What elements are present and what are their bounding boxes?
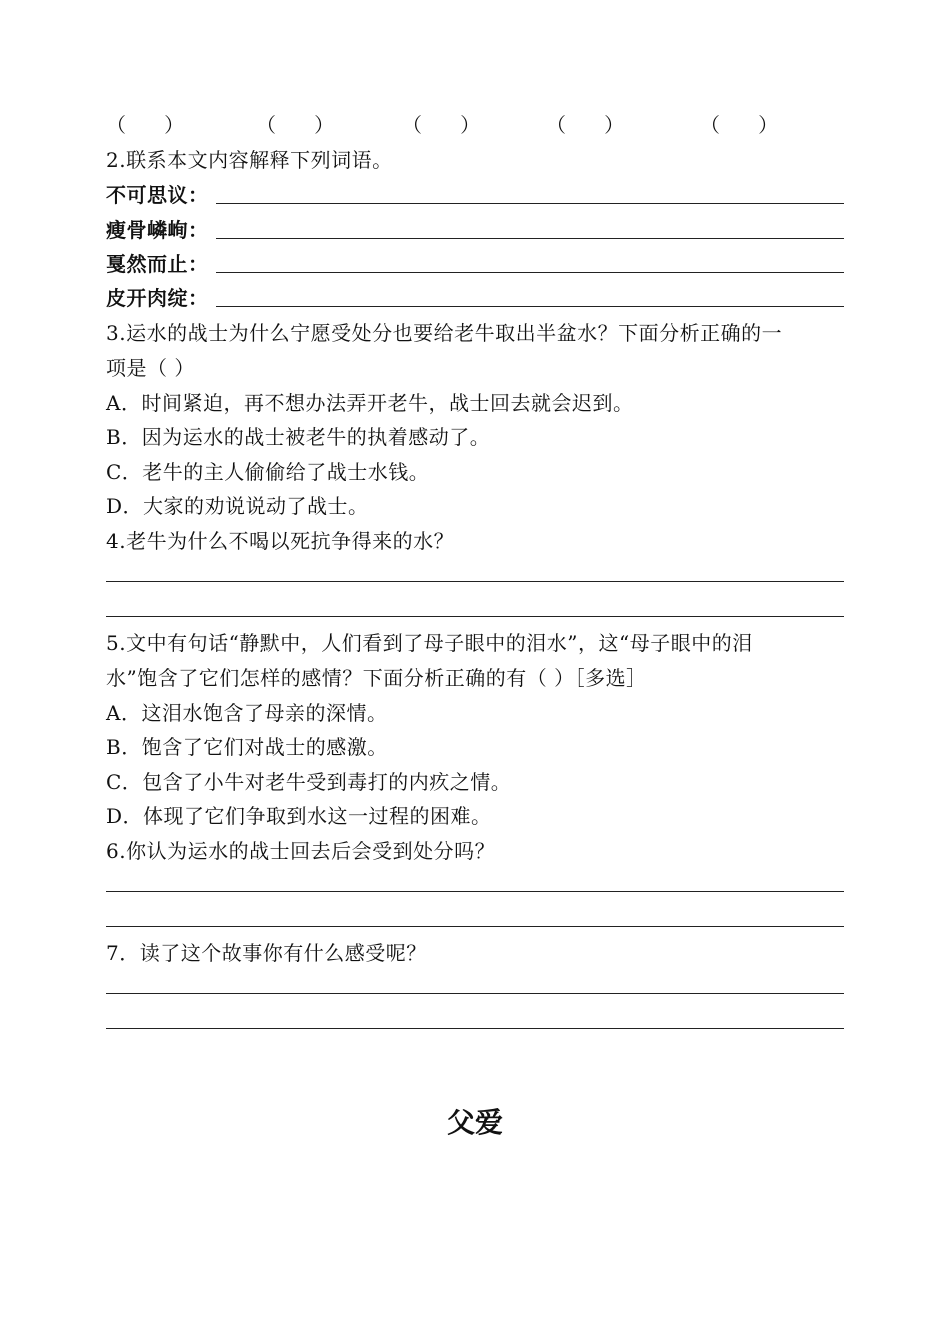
answer-line[interactable] bbox=[216, 272, 844, 273]
question-2-prompt: 2.联系本文内容解释下列词语。 bbox=[106, 148, 393, 172]
question-3-option-c[interactable]: C．老牛的主人偷偷给了战士水钱。 bbox=[106, 460, 430, 484]
question-5-option-a[interactable]: A．这泪水饱含了母亲的深情。 bbox=[106, 701, 388, 725]
blank-paren[interactable]: （ ） bbox=[106, 113, 185, 137]
question-3-prompt-cont: 项是（ ） bbox=[106, 356, 195, 380]
answer-line[interactable] bbox=[216, 203, 844, 204]
question-3-option-d[interactable]: D．大家的劝说说动了战士。 bbox=[106, 494, 369, 518]
answer-line[interactable] bbox=[106, 926, 844, 927]
term-label: 皮开肉绽： bbox=[106, 286, 209, 310]
question-5-prompt-cont: 水”饱含了它们怎样的感情？下面分析正确的有（ ）［多选］ bbox=[106, 666, 647, 690]
question-5-option-d[interactable]: D．体现了它们争取到水这一过程的困难。 bbox=[106, 804, 492, 828]
answer-line[interactable] bbox=[106, 616, 844, 617]
answer-line[interactable] bbox=[106, 993, 844, 994]
blank-paren[interactable]: （ ） bbox=[546, 113, 625, 137]
term-label: 不可思议： bbox=[106, 183, 209, 207]
question-3-option-a[interactable]: A．时间紧迫，再不想办法弄开老牛，战士回去就会迟到。 bbox=[106, 391, 634, 415]
question-3-option-b[interactable]: B．因为运水的战士被老牛的执着感动了。 bbox=[106, 425, 491, 449]
blank-paren[interactable]: （ ） bbox=[256, 113, 335, 137]
answer-line[interactable] bbox=[106, 891, 844, 892]
question-6-prompt: 6.你认为运水的战士回去后会受到处分吗？ bbox=[106, 839, 496, 863]
blank-paren[interactable]: （ ） bbox=[700, 113, 779, 137]
answer-line[interactable] bbox=[106, 581, 844, 582]
answer-line[interactable] bbox=[106, 1028, 844, 1029]
blank-paren[interactable]: （ ） bbox=[402, 113, 481, 137]
term-label: 戛然而止： bbox=[106, 252, 209, 276]
answer-line[interactable] bbox=[216, 238, 844, 239]
question-4-prompt: 4.老牛为什么不喝以死抗争得来的水？ bbox=[106, 529, 455, 553]
question-7-prompt: 7．读了这个故事你有什么感受呢？ bbox=[106, 941, 427, 965]
answer-line[interactable] bbox=[216, 306, 844, 307]
term-label: 瘦骨嶙峋： bbox=[106, 218, 209, 242]
question-5-option-b[interactable]: B．饱含了它们对战士的感激。 bbox=[106, 735, 388, 759]
section-title: 父爱 bbox=[446, 1106, 503, 1139]
question-5-prompt: 5.文中有句话“静默中，人们看到了母子眼中的泪水”，这“母子眼中的泪 bbox=[106, 631, 753, 655]
question-5-option-c[interactable]: C．包含了小牛对老牛受到毒打的内疚之情。 bbox=[106, 770, 512, 794]
question-3-prompt: 3.运水的战士为什么宁愿受处分也要给老牛取出半盆水？下面分析正确的一 bbox=[106, 321, 783, 345]
